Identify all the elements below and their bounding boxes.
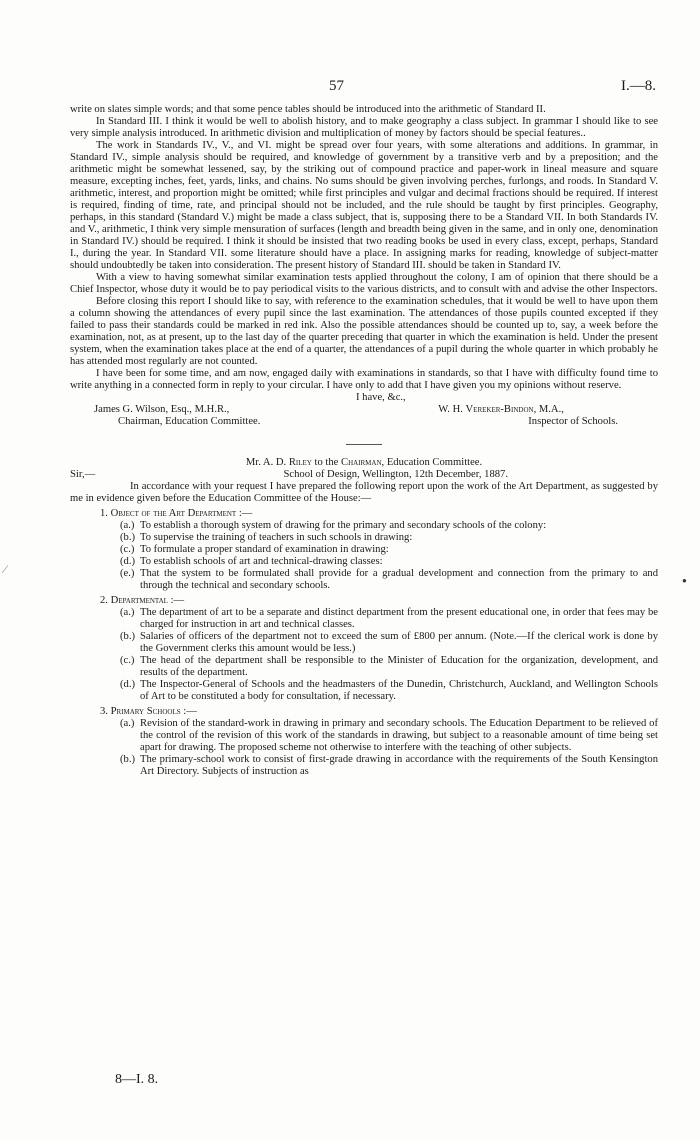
list-item: (b.) Salaries of officers of the department not to exceed the sum of £800 per annum. (Note.—If the clerical work is done by the Government clerks this amount would be less.) bbox=[120, 631, 658, 654]
margin-mark: ⁄ bbox=[4, 562, 7, 576]
section-divider bbox=[346, 444, 382, 445]
salutation-row bbox=[70, 469, 658, 481]
addressee-name: James G. Wilson, Esq., M.H.R., bbox=[94, 404, 230, 415]
page-body bbox=[70, 104, 658, 778]
margin-dot: ● bbox=[682, 576, 687, 585]
paragraph: The work in Standards IV., V., and VI. might be spread over four years, with some alterations and additions. In grammar, in Standard IV., simple analysis should be required, and knowledge of government by a transitive verb and by a preposition; and the arithmetic might be somewhat lessened, say, by the striking out of compound practice and paper-work in lineal measure and square measure, excepting inches, feet, yards, links, and chains. No sums should be given involving perches, furlongs, and roods. In Standard V. arithmetic, interest, and proportion might be omitted; while first principles and vulgar and decimal fractions should be required. If interest is required, finding of time, rate, and principal should not be included, and the rule should be taught by first principles. Geography, perhaps, in this standard (Standard V.) might be made a class subject, that is, supposing there to be a Standard VII. In both Standards IV. and V., arithmetic, I think very simple mensuration of surfaces (length and breadth being given in the same, and in only one, denomination in Standard IV.) should be required. I think it should be insisted that two reading books be used in every class, except, perhaps, Standard I., during the year. In Standard VII. some literature should have a place. In assigning marks for reading, knowledge of subject-matter should undoubtedly be taken into consideration. The present history of Standard III. should be taken in Standard IV. bbox=[70, 140, 658, 271]
closing: I have, &c., bbox=[356, 392, 406, 403]
paragraph: I have been for some time, and am now, engaged daily with examinations in standards, so that I have with difficulty found time to write anything in a connected form in reply to your circular. I have only to add that I have given you my opinions without reserve. bbox=[70, 368, 658, 391]
salutation: Sir,— bbox=[70, 469, 96, 480]
list-item: (d.) The Inspector-General of Schools and the headmasters of the Dunedin, Christchurch, Auckland, and Wellington Schools of Art to be constituted a body for consultation, if necessary. bbox=[120, 679, 658, 702]
letter-heading: Mr. A. D. Riley to the Chairman, Education Committee. bbox=[245, 457, 483, 468]
signer bbox=[438, 404, 618, 428]
list-item: (c.) To formulate a proper standard of examination in drawing: bbox=[120, 544, 389, 555]
list-item: (b.) To supervise the training of teachers in such schools in drawing: bbox=[120, 532, 413, 543]
paragraph: With a view to having somewhat similar examination tests applied throughout the colony, I am of opinion that there should be a Chief Inspector, whose duty it would be to pay periodical visits to the various districts, and to consult with and advise the other Inspectors. bbox=[70, 272, 658, 295]
list-item: (c.) The head of the department shall be responsible to the Minister of Education for the organization, development, and results of the department. bbox=[120, 655, 658, 678]
addressee-title: Chairman, Education Committee. bbox=[118, 416, 261, 427]
addressee bbox=[94, 404, 260, 428]
document-reference: I.—8. bbox=[621, 78, 656, 94]
letter-intro: In accordance with your request I have prepared the following report upon the work of the Art Department, as suggested by me in evidence given before the Education Committee of the House:— bbox=[70, 481, 658, 504]
section-heading: 1. Object of the Art Department :— bbox=[100, 508, 253, 519]
page-number: 57 bbox=[329, 78, 344, 94]
paragraph: write on slates simple words; and that some pence tables should be introduced into the arithmetic of Standard II. bbox=[70, 104, 546, 115]
list-item: (d.) To establish schools of art and technical-drawing classes: bbox=[120, 556, 383, 567]
signature-block bbox=[70, 404, 658, 428]
paragraph: In Standard III. I think it would be well to abolish history, and to make geography a class subject. In grammar I should like to see very simple analysis introduced. In arithmetic division and multiplication of money by factors should be special features.. bbox=[70, 116, 658, 139]
dateline: School of Design, Wellington, 12th December, 1887. bbox=[283, 469, 508, 480]
list-item: (b.) The primary-school work to consist of first-grade drawing in accordance with the requirements of the South Kensington Art Directory. Subjects of instruction as bbox=[120, 754, 658, 777]
section-heading: 3. Primary Schools :— bbox=[100, 706, 197, 717]
list-item: (a.) The department of art to be a separate and distinct department from the present educational one, in order that fees may be charged for instruction in art and technical classes. bbox=[120, 607, 658, 630]
signer-title: Inspector of Schools. bbox=[528, 416, 618, 427]
signer-name: W. H. Vereker-Bindon, M.A., bbox=[438, 404, 564, 415]
list-item: (a.) Revision of the standard-work in drawing in primary and secondary schools. The Education Department to be relieved of the control of the revision of this work of the standards in drawing, but subject to a reasonable amount of time being set apart for drawing. The proposed scheme not otherwise to interfere with the teaching of other subjects. bbox=[120, 718, 658, 753]
paragraph: Before closing this report I should like to say, with reference to the examination schedules, that it would be well to have upon them a column showing the attendances of every pupil since the last examination. The attendances of those pupils counted excepted if they failed to pass their standards could be marked in red ink. Also the possible attendances should be counted up to, say, a week before the examination, not, as at present, up to the last day of the quarter preceding that quarter in which the examination is held. Under the present system, when the examination takes place at the end of a quarter, the attendances of a pupil during the whole quarter in which probably he has attended most regularly are not counted. bbox=[70, 296, 658, 367]
section-heading: 2. Departmental :— bbox=[100, 595, 185, 606]
list-item: (a.) To establish a thorough system of drawing for the primary and secondary schools of the colony: bbox=[120, 520, 547, 531]
signature-mark: 8—I. 8. bbox=[115, 1072, 159, 1087]
list-item: (e.) That the system to be formulated shall provide for a gradual development and connection from the primary to and through the technical and secondary schools. bbox=[120, 568, 658, 591]
